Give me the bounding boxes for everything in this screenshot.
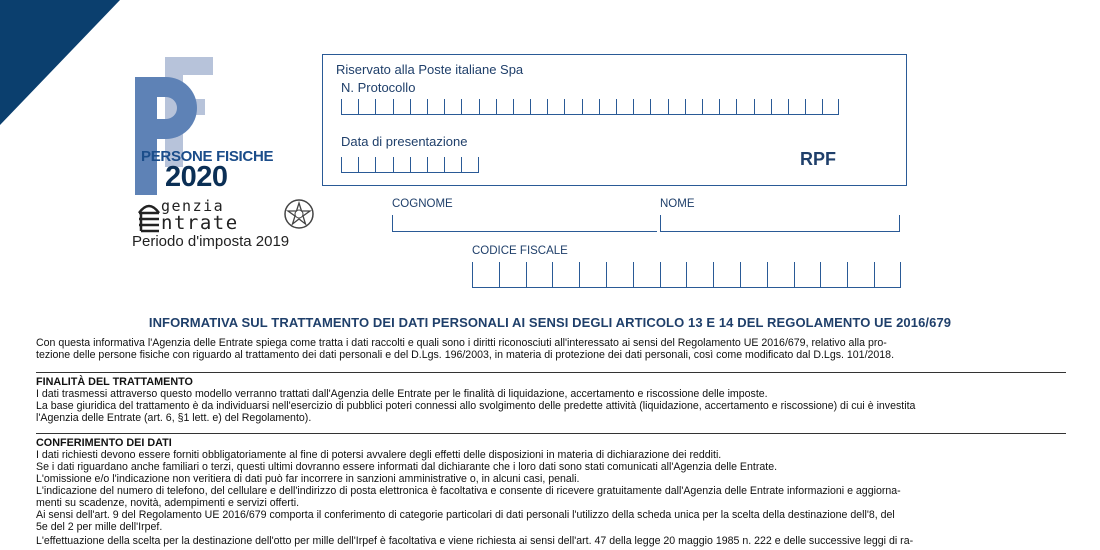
input-cell[interactable] xyxy=(513,99,530,115)
divider xyxy=(36,372,1066,373)
input-cell[interactable] xyxy=(668,99,685,115)
input-cell[interactable] xyxy=(564,99,581,115)
provision-line-2: Se i dati riguardano anche familiari o terzi, questi ultimi dovranno essere informati dal dichiarante che i loro dati sono stati comunicati all'Agenzia delle Entrate. xyxy=(36,461,778,473)
notice-intro-line-2: tezione delle persone fisiche con riguardo al trattamento dei dati personali e del D.Lgs. 196/2003, in materia di protezione dei dati personali, così come modificato dal D.Lgs. 101/2018. xyxy=(36,349,895,361)
input-cell[interactable] xyxy=(427,99,444,115)
section-title-data-provision: CONFERIMENTO DEI DATI xyxy=(36,437,172,449)
input-cell[interactable] xyxy=(472,262,499,288)
input-cell[interactable] xyxy=(552,262,579,288)
input-cell[interactable] xyxy=(358,157,375,173)
input-cell[interactable] xyxy=(341,99,358,115)
input-cell[interactable] xyxy=(686,262,713,288)
name-label: NOME xyxy=(660,198,695,210)
input-cell[interactable] xyxy=(633,99,650,115)
input-cell[interactable] xyxy=(713,262,740,288)
input-cell[interactable] xyxy=(444,99,461,115)
input-cell[interactable] xyxy=(499,262,526,288)
input-cell[interactable] xyxy=(341,157,358,173)
italian-republic-emblem-icon xyxy=(282,197,316,231)
protocol-label: N. Protocollo xyxy=(341,80,416,95)
input-cell[interactable] xyxy=(736,99,753,115)
input-cell[interactable] xyxy=(771,99,788,115)
input-cell[interactable] xyxy=(767,262,794,288)
input-cell[interactable] xyxy=(606,262,633,288)
input-cell[interactable] xyxy=(427,157,444,173)
logo-year: 2020 xyxy=(165,161,228,193)
notice-title: INFORMATIVA SUL TRATTAMENTO DEI DATI PERSONALI AI SENSI DEGLI ARTICOLO 13 E 14 DEL REGOLAMENTO UE 2016/679 xyxy=(148,315,952,330)
input-cell[interactable] xyxy=(820,262,847,288)
input-cell[interactable] xyxy=(579,262,606,288)
provision-line-7: 5e del 2 per mille dell'Irpef. xyxy=(36,521,163,533)
input-cell[interactable] xyxy=(599,99,616,115)
tax-code-label: CODICE FISCALE xyxy=(472,245,568,257)
input-cell[interactable] xyxy=(874,262,901,288)
provision-line-5: menti su scadenze, novità, adempimenti e servizi offerti. xyxy=(36,497,300,509)
pf-logo xyxy=(125,55,320,255)
input-cell[interactable] xyxy=(685,99,702,115)
input-cell[interactable] xyxy=(496,99,513,115)
surname-label: COGNOME xyxy=(392,198,453,210)
agenzia-a-icon xyxy=(135,195,163,233)
input-cell[interactable] xyxy=(582,99,599,115)
logo-subtitle: PERSONE FISICHE xyxy=(141,148,274,165)
agency-logo xyxy=(135,195,315,235)
corner-triangle xyxy=(0,0,120,125)
section-title-purpose: FINALITÀ DEL TRATTAMENTO xyxy=(36,376,193,388)
input-cell[interactable] xyxy=(530,99,547,115)
purpose-line-1: I dati trasmessi attraverso questo modello verranno trattati dall'Agenzia delle Entrate per le finalità di liquidazione, accertamento e riscossione delle imposte. xyxy=(36,388,768,400)
input-cell[interactable] xyxy=(740,262,767,288)
notice-intro-line-1: Con questa informativa l'Agenzia delle Entrate spiega come tratta i dati raccolti e quali sono i diritti riconosciuti all'interessato ai sensi del Regolamento UE 2016/679, relativo alla pro- xyxy=(36,337,887,349)
provision-line-3: L'omissione e/o l'indicazione non veritiera di dati può far incorrere in sanzioni amministrative o, in alcuni casi, penali. xyxy=(36,473,580,485)
input-cell[interactable] xyxy=(660,262,687,288)
input-cell[interactable] xyxy=(719,99,736,115)
input-cell[interactable] xyxy=(547,99,564,115)
provision-line-6: Ai sensi dell'art. 9 del Regolamento UE 2016/679 comporta il conferimento di categorie particolari di dati personali l'utilizzo della scheda unica per la scelta della destinazione dell'8, del xyxy=(36,509,895,521)
purpose-line-2: La base giuridica del trattamento è da individuarsi nell'esercizio di pubblici poteri connessi allo svolgimento delle predette attività (liquidazione, accertamento e riscossione) di cui è investita xyxy=(36,400,916,412)
purpose-line-3: l'Agenzia delle Entrate (art. 6, §1 lett. e) del Regolamento). xyxy=(36,412,312,424)
input-cell[interactable] xyxy=(410,99,427,115)
input-cell[interactable] xyxy=(847,262,874,288)
form-code: RPF xyxy=(800,149,836,169)
input-cell[interactable] xyxy=(633,262,660,288)
input-cell[interactable] xyxy=(788,99,805,115)
input-cell[interactable] xyxy=(410,157,427,173)
input-cell[interactable] xyxy=(444,157,461,173)
tax-code-input[interactable] xyxy=(472,262,901,288)
input-cell[interactable] xyxy=(702,99,719,115)
provision-line-8: L'effettuazione della scelta per la destinazione dell'otto per mille dell'Irpef è facoltativa e viene richiesta ai sensi dell'art. 47 della legge 20 maggio 1985 n. 222 e delle successive leggi di ra- xyxy=(36,535,914,547)
input-cell[interactable] xyxy=(805,99,822,115)
agency-word-agenzia: genzia xyxy=(161,197,225,215)
input-cell[interactable] xyxy=(393,99,410,115)
input-cell[interactable] xyxy=(479,99,496,115)
input-cell[interactable] xyxy=(375,99,392,115)
input-cell[interactable] xyxy=(375,157,392,173)
protocol-number-input[interactable] xyxy=(341,99,839,115)
tax-period: Periodo d'imposta 2019 xyxy=(132,233,290,250)
input-cell[interactable] xyxy=(393,157,410,173)
input-cell[interactable] xyxy=(650,99,667,115)
input-cell[interactable] xyxy=(822,99,839,115)
input-cell[interactable] xyxy=(461,157,478,173)
name-input[interactable] xyxy=(660,215,900,232)
reserved-label: Riservato alla Poste italiane Spa xyxy=(336,62,524,77)
input-cell[interactable] xyxy=(461,99,478,115)
surname-input[interactable] xyxy=(392,215,657,232)
reserved-box xyxy=(322,54,907,186)
input-cell[interactable] xyxy=(754,99,771,115)
input-cell[interactable] xyxy=(616,99,633,115)
input-cell[interactable] xyxy=(794,262,821,288)
agency-word-entrate: ntrate xyxy=(161,212,239,234)
provision-line-4: L'indicazione del numero di telefono, del cellulare e dell'indirizzo di posta elettronica è facoltativa e consente di ricevere gratuitamente dall'Agenzia delle Entrate informazioni e aggiorna- xyxy=(36,485,901,497)
input-cell[interactable] xyxy=(358,99,375,115)
submission-date-input[interactable] xyxy=(341,157,479,173)
divider xyxy=(36,433,1066,434)
provision-line-1: I dati richiesti devono essere forniti obbligatoriamente al fine di potersi avvalere degli effetti delle disposizioni in materia di dichiarazione dei redditi. xyxy=(36,449,722,461)
input-cell[interactable] xyxy=(526,262,553,288)
submission-date-label: Data di presentazione xyxy=(341,134,468,149)
